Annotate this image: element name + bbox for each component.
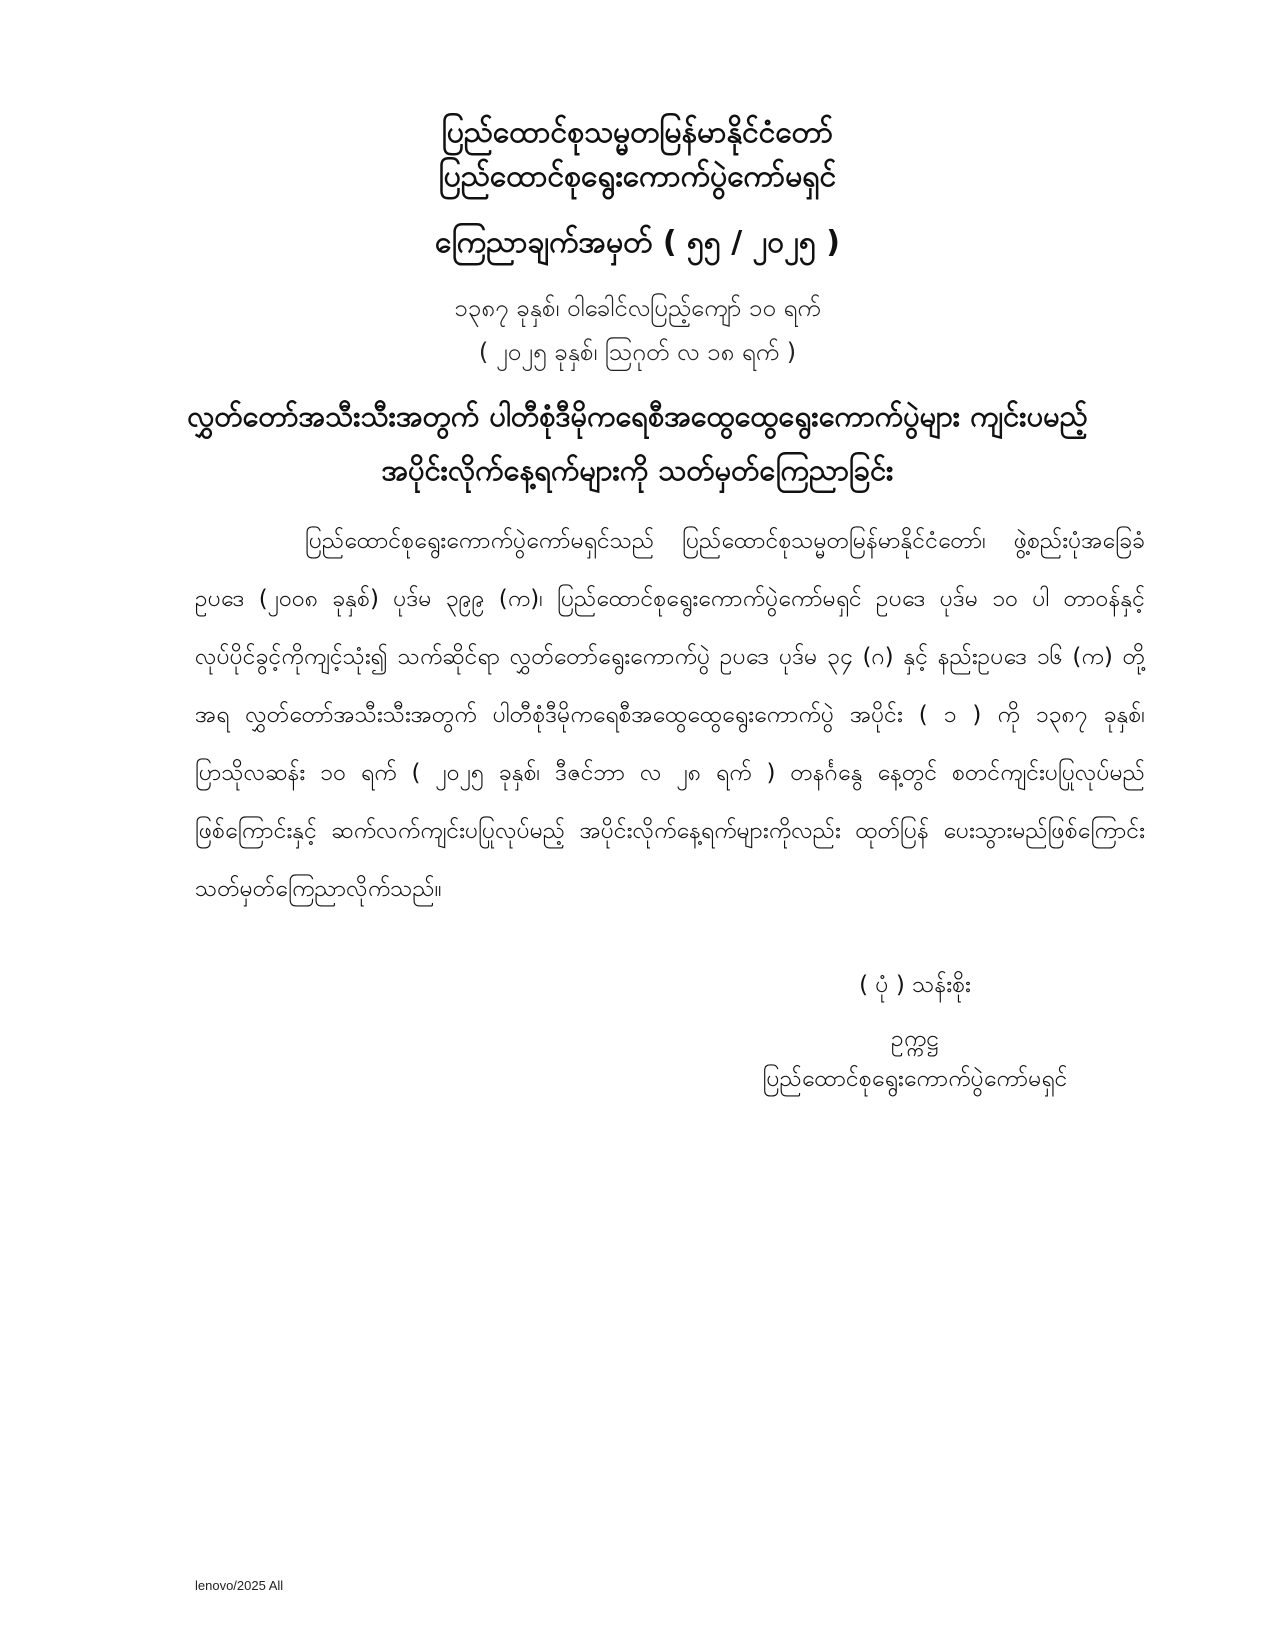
subject-line-1: လွှတ်တော်အသီးသီးအတွက် ပါတီစုံဒီမိုကရေစီအထွေထွေရွေးကောက်ပွဲများ ကျင်းပမည့် <box>187 399 1088 433</box>
announcement-paragraph: ပြည်ထောင်စုရွေးကောက်ပွဲကော်မရှင်သည် ပြည်ထောင်စုသမ္မတမြန်မာနိုင်ငံတော်၊ ဖွဲ့စည်းပုံအခြေခံဥပဒေ (၂၀၀၈ ခုနှစ်) ပုဒ်မ ၃၉၉ (က)၊ ပြည်ထောင်စုရွေးကောက်ပွဲကော်မရှင် ဥပဒေ ပုဒ်မ ၁၀ ပါ တာဝန်နှင့်လုပ်ပိုင်ခွင့်ကိုကျင့်သုံး၍ သက်ဆိုင်ရာ လွှတ်တော်ရွေးကောက်ပွဲ ဥပဒေ ပုဒ်မ ၃၄ (ဂ) နှင့် နည်းဥပဒေ ၁၆ (က) တို့အရ လွှတ်တော်အသီးသီးအတွက် ပါတီစုံဒီမိုကရေစီအထွေထွေရွေးကောက်ပွဲ အပိုင်း ( ၁ ) ကို ၁၃၈၇ ခုနှစ်၊ ပြာသိုလဆန်း ၁၀ ရက် ( ၂၀၂၅ ခုနှစ်၊ ဒီဇင်ဘာ လ ၂၈ ရက် ) တနင်္ဂနွေ နေ့တွင် စတင်ကျင်းပပြုလုပ်မည် ဖြစ်ကြောင်းနှင့် ဆက်လက်ကျင်းပပြုလုပ်မည့် အပိုင်းလိုက်နေ့ရက်များကိုလည်း ထုတ်ပြန် ပေးသွားမည်ဖြစ်ကြောင်း သတ်မှတ်ကြေညာလိုက်သည်။ <box>195 528 1145 902</box>
date-gregorian-calendar: ( ၂၀၂၅ ခုနှစ်၊ ဩဂုတ် လ ၁၈ ရက် ) <box>478 338 797 366</box>
notice-number-title: ကြေညာချက်အမှတ် ( ၅၅ / ၂၀၂၅ ) <box>434 225 841 260</box>
signatory-organization: ပြည်ထောင်စုရွေးကောက်ပွဲကော်မရှင် <box>762 1066 1068 1092</box>
header-commission-name: ပြည်ထောင်စုရွေးကောက်ပွဲကော်မရှင် <box>438 159 837 194</box>
signatory-position: ဥက္ကဋ္ဌ <box>891 1026 939 1052</box>
page-footer: lenovo/2025 All <box>195 1578 284 1593</box>
signed-name: ( ပုံ ) သန်းစိုး <box>859 972 971 998</box>
header-country-name: ပြည်ထောင်စုသမ္မတမြန်မာနိုင်ငံတော် <box>441 115 834 150</box>
announcement-body <box>195 512 1145 918</box>
date-myanmar-calendar: ၁၃၈၇ ခုနှစ်၊ ဝါခေါင်လပြည့်ကျော် ၁၀ ရက် <box>454 294 821 322</box>
subject-line-2: အပိုင်းလိုက်နေ့ရက်များကို သတ်မှတ်ကြေညာခြင်း <box>381 453 894 487</box>
